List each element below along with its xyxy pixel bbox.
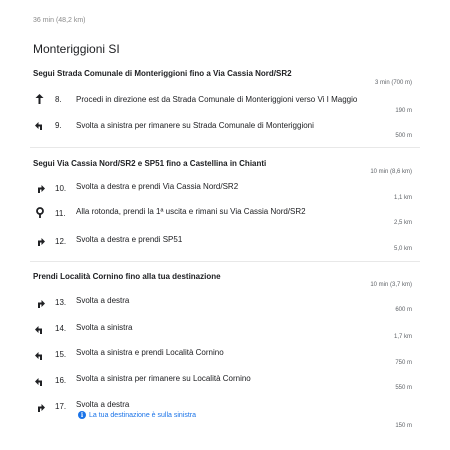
destination-note <box>78 411 196 419</box>
step-distance: 1,7 km <box>393 334 412 340</box>
section-heading-2: Segui Via Cassia Nord/SR2 e SP51 fino a Castellina in Chianti <box>33 159 267 168</box>
step-instruction: Svolta a sinistra per rimanere su Strada Comunale di Monteriggioni <box>76 121 314 130</box>
turn-left-icon <box>34 349 45 360</box>
step-distance: 190 m <box>395 108 412 114</box>
place-title: Monteriggioni SI <box>33 42 120 56</box>
step-distance: 1,1 km <box>393 195 412 201</box>
info-icon: i <box>78 411 86 419</box>
step-distance: 600 m <box>395 307 412 313</box>
step-instruction: Svolta a sinistra per rimanere su Località Cornino <box>76 374 251 383</box>
step-distance: 2,5 km <box>393 220 412 226</box>
divider <box>30 147 420 148</box>
turn-left-icon <box>34 119 45 130</box>
step-number: 8. <box>55 95 62 104</box>
step-distance: 5,0 km <box>393 246 412 252</box>
section-heading-1: Segui Strada Comunale di Monteriggioni fino a Via Cassia Nord/SR2 <box>33 69 292 78</box>
step-distance: 150 m <box>395 423 412 429</box>
section-heading-3: Prendi Località Cornino fino alla tua destinazione <box>33 272 221 281</box>
turn-right-icon <box>34 235 45 246</box>
step-number: 12. <box>55 237 67 246</box>
step-distance: 550 m <box>395 385 412 391</box>
step-number: 14. <box>55 324 67 333</box>
step-instruction: Svolta a destra e prendi Via Cassia Nord/SR2 <box>76 182 239 191</box>
turn-left-icon <box>34 375 45 386</box>
step-number: 16. <box>55 376 67 385</box>
roundabout-icon <box>34 207 45 218</box>
arrow-straight-icon <box>34 93 45 104</box>
step-instruction: Svolta a destra e prendi SP51 <box>76 235 183 244</box>
section-meta-1: 3 min (700 m) <box>374 80 412 86</box>
turn-right-icon <box>34 297 45 308</box>
divider <box>30 261 420 262</box>
step-distance: 750 m <box>395 360 412 366</box>
trip-summary: 36 min (48,2 km) <box>33 17 86 24</box>
step-instruction: Alla rotonda, prendi la 1ª uscita e rimani su Via Cassia Nord/SR2 <box>76 207 306 216</box>
turn-left-icon <box>34 323 45 334</box>
step-instruction: Svolta a destra <box>76 400 130 409</box>
step-number: 15. <box>55 350 67 359</box>
turn-right-icon <box>34 182 45 193</box>
step-number: 17. <box>55 402 67 411</box>
step-number: 9. <box>55 121 62 130</box>
step-instruction: Svolta a sinistra <box>76 323 133 332</box>
step-distance: 500 m <box>395 133 412 139</box>
step-instruction: Svolta a sinistra e prendi Località Cornino <box>76 348 224 357</box>
section-meta-3: 10 min (3,7 km) <box>370 282 412 288</box>
step-number: 10. <box>55 184 67 193</box>
step-instruction: Procedi in direzione est da Strada Comunale di Monteriggioni verso Vi I Maggio <box>76 95 358 104</box>
turn-right-icon <box>34 401 45 412</box>
destination-note-text: La tua destinazione è sulla sinistra <box>89 411 197 419</box>
section-meta-2: 10 min (8,6 km) <box>370 169 412 175</box>
step-number: 11. <box>55 209 66 218</box>
step-number: 13. <box>55 298 67 307</box>
step-instruction: Svolta a destra <box>76 296 130 305</box>
